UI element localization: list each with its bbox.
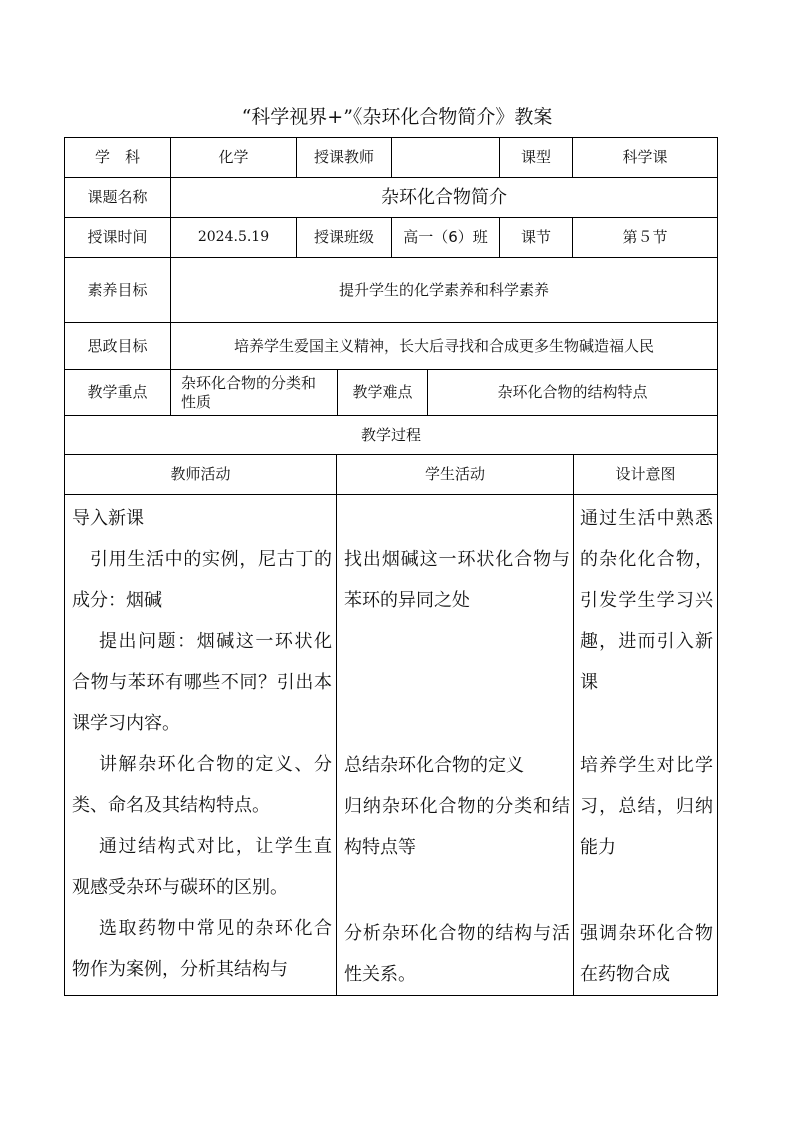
table-rule	[64, 494, 718, 495]
difficulty-value: 杂环化合物的结构特点	[497, 383, 648, 401]
col-teacher-header: 教师活动	[170, 465, 231, 483]
ideology-label: 思政目标	[87, 336, 148, 355]
design-intent-item: 强调杂环化合物在药物合成	[580, 923, 713, 985]
col-student-header: 学生活动	[424, 465, 485, 483]
list-item: 导入新课	[72, 508, 144, 529]
student-activity-item: 找出烟碱这一环状化合物与苯环的异同之处	[344, 549, 570, 611]
list-item: 选取药物中常见的杂环化合物作为案例，分析其结构与	[72, 918, 332, 980]
time-label: 授课时间	[87, 228, 148, 246]
type-value: 科学课	[622, 148, 668, 166]
subject-value: 化学	[218, 148, 249, 166]
period-label: 课节	[520, 228, 551, 246]
ideology-value: 培养学生爱国主义精神，长大后寻找和合成更多生物碱造福人民	[233, 336, 654, 355]
col-intent-header: 设计意图	[615, 465, 676, 483]
teacher-activity-column	[72, 498, 332, 990]
table-rule	[64, 995, 718, 996]
teacher-label: 授课教师	[313, 148, 374, 166]
difficulty-label: 教学难点	[352, 383, 413, 401]
key-value: 杂环化合物的分类和性质	[181, 373, 317, 411]
topic-label: 课题名称	[87, 188, 148, 206]
list-item: 提出问题：烟碱这一环状化合物与苯环有哪些不同？引出本课学习内容。	[72, 631, 332, 734]
student-activity-item: 总结杂环化合物的定义	[344, 755, 524, 776]
type-label: 课型	[520, 148, 551, 166]
student-activity-item: 归纳杂环化合物的分类和结构特点等	[344, 796, 570, 858]
literacy-label: 素养目标	[87, 280, 148, 299]
student-activity-item: 分析杂环化合物的结构与活性关系。	[344, 923, 570, 985]
design-intent-item: 培养学生对比学习，总结，归纳能力	[580, 755, 713, 858]
table-rule	[573, 454, 574, 995]
time-value: 2024.5.19	[197, 229, 270, 245]
design-intent-item: 通过生活中熟悉的杂化化合物，引发学生学习兴趣，进而引入新课	[580, 508, 713, 693]
list-item: 通过结构式对比，让学生直观感受杂环与碳环的区别。	[72, 836, 332, 898]
key-label: 教学重点	[87, 383, 148, 401]
teacher-value	[392, 138, 499, 177]
table-rule	[717, 137, 718, 996]
subject-label: 学 科	[94, 148, 140, 166]
list-item: 讲解杂环化合物的定义、分类、命名及其结构特点。	[72, 754, 332, 816]
period-value: 第５节	[622, 228, 668, 246]
table-rule	[336, 454, 337, 995]
topic-value: 杂环化合物简介	[381, 187, 507, 208]
class-label: 授课班级	[313, 228, 374, 246]
process-header: 教学过程	[360, 425, 421, 444]
list-item: 引用生活中的实例，尼古丁的成分：烟碱	[72, 549, 332, 611]
literacy-value: 提升学生的化学素养和科学素养	[338, 280, 549, 299]
document-title: “科学视界+”《杂环化合物简介》教案	[241, 106, 553, 128]
class-value: 高一（6）班	[403, 228, 488, 246]
